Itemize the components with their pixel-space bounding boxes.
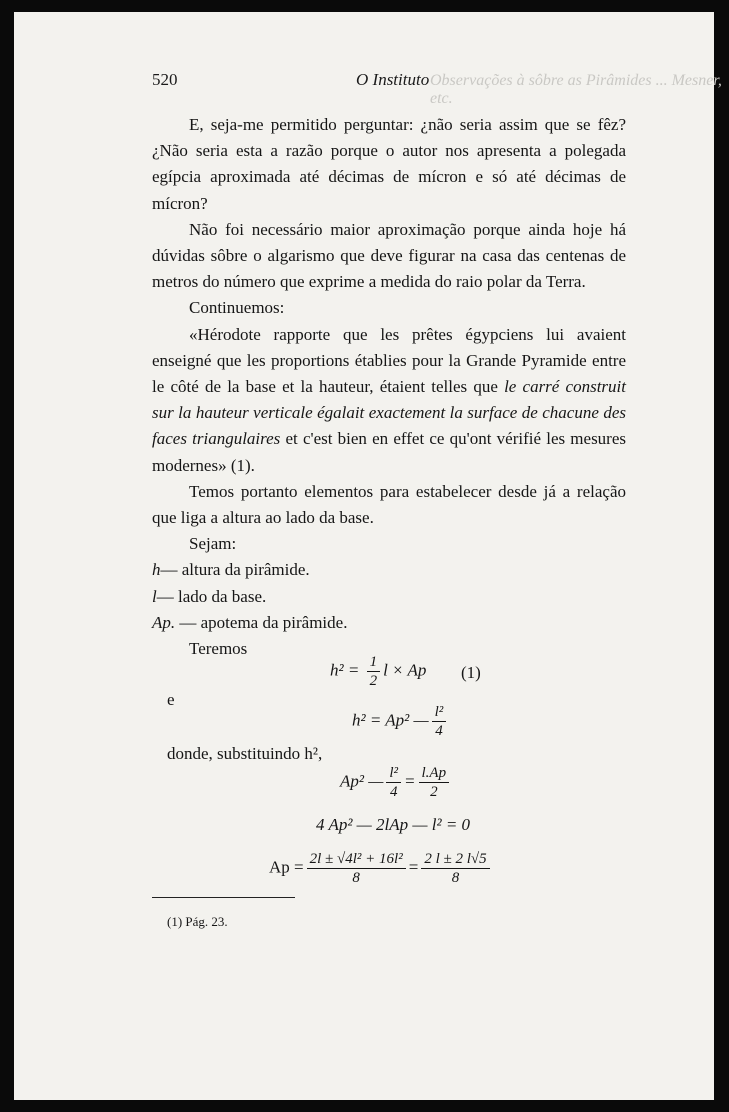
paragraph-2: Não foi necessário maior aproximação porque ainda hoje há dúvidas sôbre o algarismo que deve figurar na casa das centenas de metros do número que exprime a medida do raio polar da Terra. — [152, 219, 626, 292]
symbol-l: l — [152, 586, 157, 606]
paragraph-1: E, seja-me permitido perguntar: ¿não seria assim que se fêz? ¿Não seria esta a razão porque o autor nos apresenta a polegada egípcia aproximada até décimas de mícron e só até décimas de mícron? — [152, 115, 626, 213]
formula-5-equals: = — [408, 857, 419, 877]
footnote: (1) Pág. 23. — [167, 914, 228, 929]
definition-h — [152, 557, 626, 583]
page-number: 520 — [152, 70, 178, 89]
formula-2-den: 4 — [435, 723, 443, 739]
donde-line: donde, substituindo h², — [167, 744, 323, 763]
formula-5-den-1: 8 — [352, 870, 360, 886]
symbol-h: h — [152, 560, 161, 580]
formula-2-num: l² — [432, 703, 447, 722]
paragraph-7: Teremos — [189, 639, 248, 659]
footnote-rule — [152, 897, 295, 898]
definition-ap — [152, 610, 626, 636]
formula-3-fraction-1 — [386, 764, 401, 801]
formula-3-den-1: 4 — [389, 784, 398, 800]
formula-1-den: 2 — [369, 673, 378, 689]
running-title: O Instituto — [356, 70, 430, 89]
formula-2 — [352, 703, 449, 740]
formula-3-lhs: Ap² — — [340, 771, 384, 791]
formula-3-den-2: 2 — [430, 784, 438, 800]
definition-ap-text: — apotema da pirâmide. — [175, 612, 348, 632]
formula-3 — [340, 764, 452, 801]
formula-5-fraction-2 — [421, 850, 489, 887]
paragraph-3: Continuemos: — [189, 298, 285, 318]
formula-2-fraction — [432, 703, 447, 740]
running-header — [152, 70, 632, 94]
formula-1-num: 1 — [367, 653, 381, 672]
formula-3-equals: = — [404, 771, 416, 791]
formula-4: 4 Ap² — 2lAp — l² = 0 — [316, 815, 471, 834]
quote-part-a: «Hérodote rapporte que les prêtes égypciens lui avaient enseigné que les proportions établies pour la Grande Pyramide entre le côté de la base et la hauteur, étaient telles que — [152, 324, 626, 397]
formula-5-num-2: 2 l ± 2 l√5 — [421, 850, 489, 869]
formula-1-rhs: l × Ap — [383, 660, 427, 680]
formula-3-num-2: l.Ap — [419, 764, 450, 783]
symbol-ap: Ap. — [152, 612, 176, 632]
quote-part-c: et c'est bien en effet ce qu'ont vérifié les mesures modernes» (1). — [152, 429, 627, 475]
formula-1-tag: (1) — [461, 663, 481, 682]
formula-2-lhs: h² = Ap² — — [352, 710, 429, 730]
formula-5-lhs: Ap = — [269, 857, 304, 877]
formula-3-fraction-2 — [419, 764, 450, 801]
paragraph-5: Temos portanto elementos para estabelecer desde já a relação que liga a altura ao lado da base. — [152, 481, 626, 528]
definition-l — [152, 584, 626, 610]
formula-5-fraction-1 — [307, 850, 406, 887]
formula-5 — [269, 850, 493, 887]
quote-part-italic: le carré construit sur la hauteur verticale égalait exactement la surface de chacune des faces triangulaires — [152, 377, 626, 449]
bleed-through-text: Observações à sôbre as Pirâmides ... Mesner, etc. — [430, 72, 722, 107]
formula-3-num-1: l² — [386, 764, 401, 783]
definition-l-text: — lado da base. — [156, 586, 267, 606]
formula-1-lhs: h² = — [330, 660, 364, 680]
conjunction-e: e — [167, 690, 175, 709]
formula-1-fraction — [367, 653, 381, 690]
body-text — [152, 112, 626, 662]
paragraph-quote — [152, 322, 626, 479]
paragraph-6: Sejam: — [189, 534, 237, 554]
formula-5-num-1: 2l ± √4l² + 16l² — [307, 850, 406, 869]
formula-1 — [330, 653, 426, 690]
definition-h-text: — altura da pirâmide. — [160, 560, 310, 580]
formula-5-den-2: 8 — [451, 870, 460, 886]
